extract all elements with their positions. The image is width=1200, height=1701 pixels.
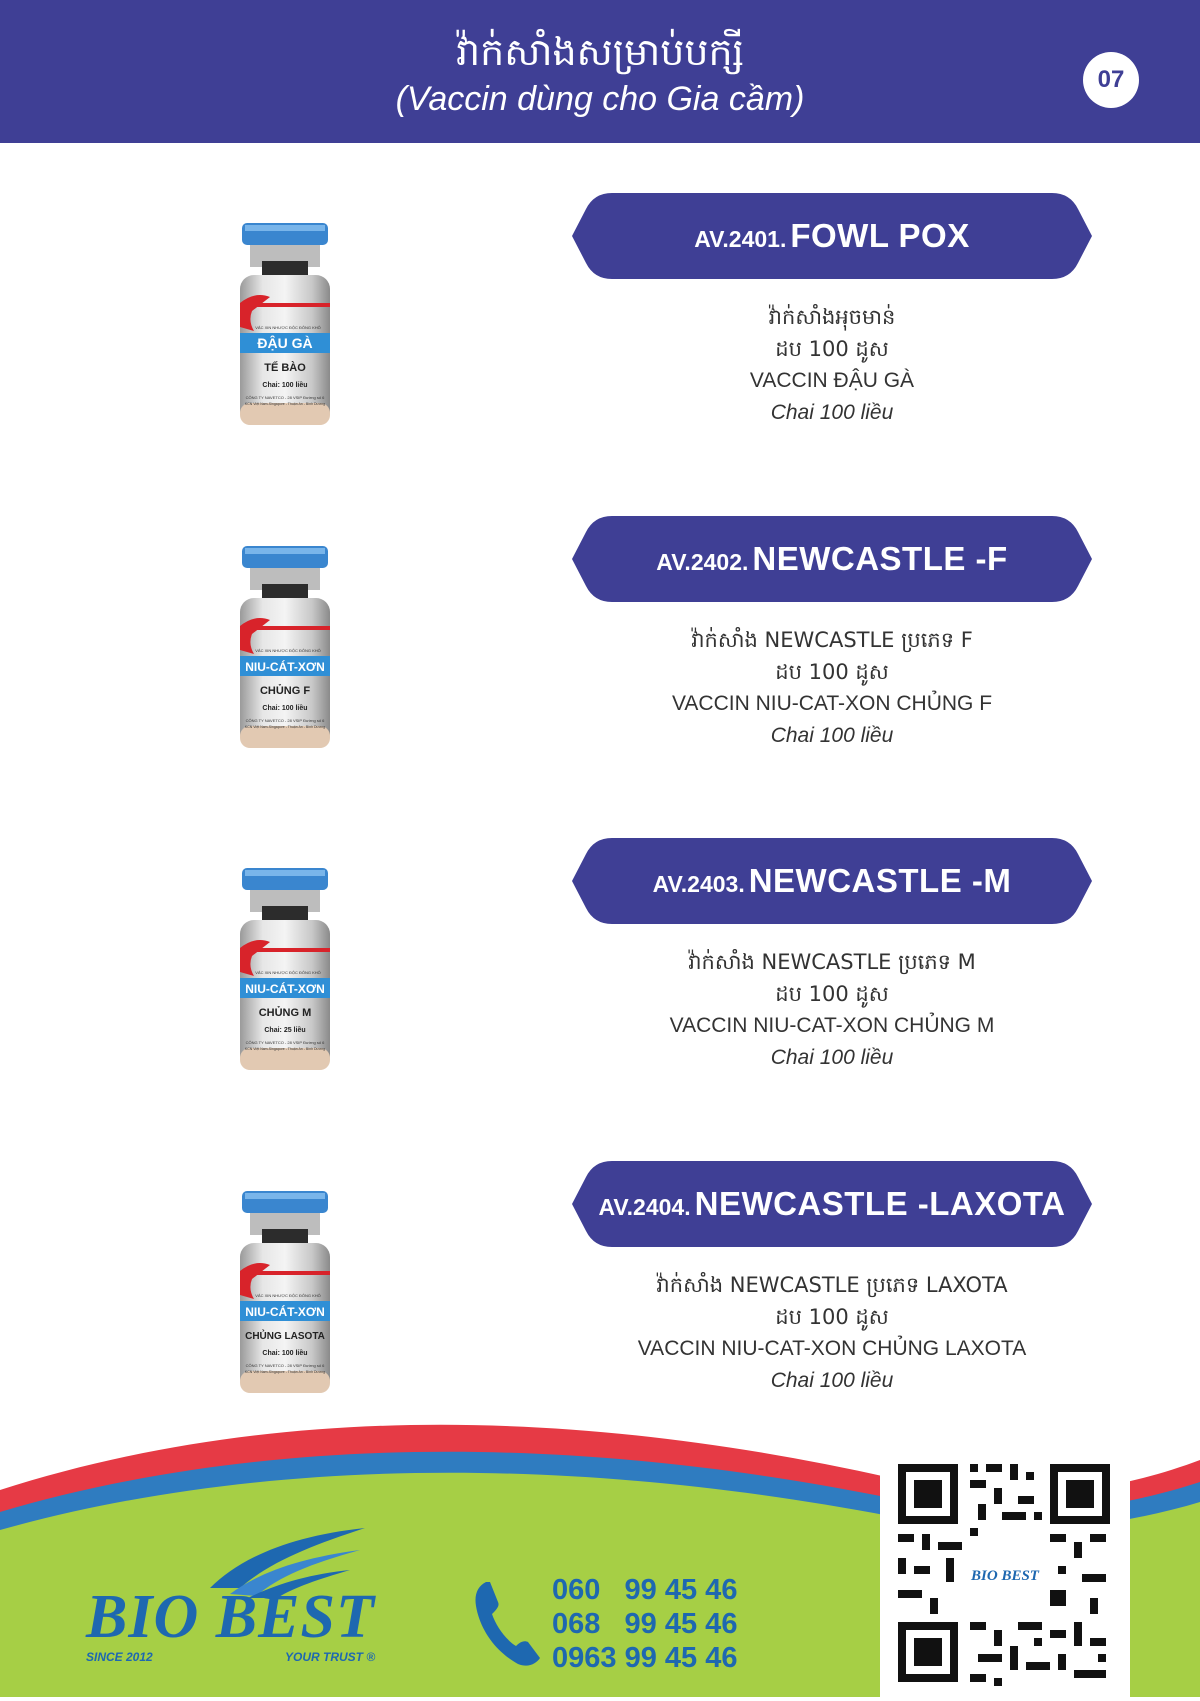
- logo-brand-text: BIO BEST: [86, 1583, 375, 1651]
- page-subtitle: (Vaccin dùng cho Gia cầm): [395, 80, 805, 118]
- biobest-logo: [80, 1540, 400, 1670]
- product-code: AV.2402.: [656, 549, 749, 575]
- product-code: AV.2404.: [598, 1194, 691, 1220]
- product-description: [572, 1269, 1092, 1397]
- qr-code[interactable]: [880, 1452, 1130, 1697]
- vial-header-text: VẮC XIN NHƯỢC ĐỘC ĐÔNG KHÔ: [255, 1293, 321, 1298]
- product-khmer-dose: ដប 100 ដូស: [775, 1305, 889, 1329]
- page-number-badge: 07: [1083, 52, 1139, 108]
- product-description: [572, 624, 1092, 752]
- vial-strain-text: TẾ BÀO: [264, 362, 306, 374]
- vaccine-vial-image: [210, 526, 360, 766]
- product-khmer-dose: ដប 100 ដូស: [775, 337, 889, 361]
- product-title-badge: [572, 516, 1092, 602]
- product-card: [0, 1161, 1200, 1461]
- vial-band-label: ĐẬU GÀ: [257, 335, 313, 351]
- product-description: [572, 946, 1092, 1074]
- vial-address-text: KCN Việt Nam-Singapore - Thuận An - Bình Dương: [244, 725, 326, 729]
- product-vn-dose: Chai 100 liều: [770, 1369, 894, 1392]
- product-vn-dose: Chai 100 liều: [770, 401, 894, 424]
- product-title-badge: [572, 1161, 1092, 1247]
- vial-address-text: KCN Việt Nam-Singapore - Thuận An - Bình Dương: [244, 1370, 326, 1374]
- vial-dose-text: Chai: 100 liều: [262, 382, 308, 389]
- product-card: [0, 516, 1200, 816]
- vial-address-text: KCN Việt Nam-Singapore - Thuận An - Bình Dương: [244, 1047, 326, 1051]
- vial-band-label: NIU-CÁT-XƠN: [245, 982, 325, 996]
- product-card: [0, 838, 1200, 1138]
- product-khmer-name: វ៉ាក់សាំង NEWCASTLE ប្រភេទ LAXOTA: [656, 1273, 1008, 1297]
- product-title-badge: [572, 838, 1092, 924]
- vial-dose-text: Chai: 100 liều: [262, 705, 308, 712]
- vial-header-text: VẮC XIN NHƯỢC ĐỘC ĐÔNG KHÔ: [255, 325, 321, 330]
- page-header: [0, 0, 1200, 143]
- vial-band-label: NIU-CÁT-XƠN: [245, 660, 325, 674]
- vaccine-vial-image: [210, 1171, 360, 1411]
- phone-number[interactable]: 060 99 45 46: [552, 1574, 738, 1606]
- product-khmer-name: វ៉ាក់សាំង NEWCASTLE ប្រភេទ M: [688, 950, 976, 974]
- product-name: NEWCASTLE -F: [752, 540, 1008, 577]
- phone-number[interactable]: 068 99 45 46: [552, 1608, 738, 1640]
- vaccine-vial-image: [210, 848, 360, 1088]
- product-code: AV.2403.: [652, 871, 745, 897]
- product-vn-name: VACCIN NIU-CAT-XON CHỦNG M: [669, 1014, 995, 1037]
- vial-maker-text: CÔNG TY NAVETCO - 28 VSIP Đường số 6: [245, 718, 325, 723]
- phone-number[interactable]: 0963 99 45 46: [552, 1642, 738, 1674]
- logo-tagline-text: YOUR TRUST ®: [285, 1650, 376, 1664]
- product-name: FOWL POX: [790, 217, 970, 254]
- qr-center-logo: BIO BEST: [971, 1568, 1039, 1584]
- vial-strain-text: CHỦNG LASOTA: [245, 1331, 325, 1342]
- product-description: [572, 301, 1092, 429]
- vial-maker-text: CÔNG TY NAVETCO - 28 VSIP Đường số 6: [245, 1363, 325, 1368]
- page-title: វ៉ាក់សាំងសម្រាប់បក្សី: [456, 30, 744, 74]
- product-vn-dose: Chai 100 liều: [770, 1046, 894, 1069]
- product-khmer-dose: ដប 100 ដូស: [775, 982, 889, 1006]
- product-vn-name: VACCIN ĐẬU GÀ: [749, 369, 915, 392]
- product-khmer-name: វ៉ាក់សាំង NEWCASTLE ប្រភេទ F: [691, 628, 973, 652]
- product-name: NEWCASTLE -M: [748, 862, 1012, 899]
- product-vn-dose: Chai 100 liều: [770, 724, 894, 747]
- vial-maker-text: CÔNG TY NAVETCO - 28 VSIP Đường số 6: [245, 1040, 325, 1045]
- vial-dose-text: Chai: 100 liều: [262, 1350, 308, 1357]
- product-name: NEWCASTLE -LAXOTA: [694, 1185, 1066, 1222]
- product-title-badge: [572, 193, 1092, 279]
- product-vn-name: VACCIN NIU-CAT-XON CHỦNG LAXOTA: [637, 1337, 1027, 1360]
- vial-strain-text: CHỦNG M: [258, 1007, 312, 1019]
- qr-code-panel: [880, 1452, 1130, 1697]
- vial-strain-text: CHỦNG F: [259, 685, 311, 697]
- product-khmer-dose: ដប 100 ដូស: [775, 660, 889, 684]
- phone-icon: [472, 1578, 544, 1668]
- logo-since-text: SINCE 2012: [86, 1650, 153, 1664]
- product-khmer-name: វ៉ាក់សាំងអុចមាន់: [768, 305, 896, 329]
- phone-numbers: [552, 1573, 737, 1675]
- vial-maker-text: CÔNG TY NAVETCO - 28 VSIP Đường số 6: [245, 395, 325, 400]
- vial-dose-text: Chai: 25 liều: [264, 1027, 306, 1034]
- vial-address-text: KCN Việt Nam-Singapore - Thuận An - Bình Dương: [244, 402, 326, 406]
- vaccine-vial-image: [210, 203, 360, 443]
- vial-header-text: VẮC XIN NHƯỢC ĐỘC ĐÔNG KHÔ: [255, 648, 321, 653]
- product-card: [0, 193, 1200, 493]
- product-code: AV.2401.: [694, 226, 787, 252]
- vial-header-text: VẮC XIN NHƯỢC ĐỘC ĐÔNG KHÔ: [255, 970, 321, 975]
- vial-band-label: NIU-CÁT-XƠN: [245, 1305, 325, 1319]
- product-vn-name: VACCIN NIU-CAT-XON CHỦNG F: [671, 692, 993, 715]
